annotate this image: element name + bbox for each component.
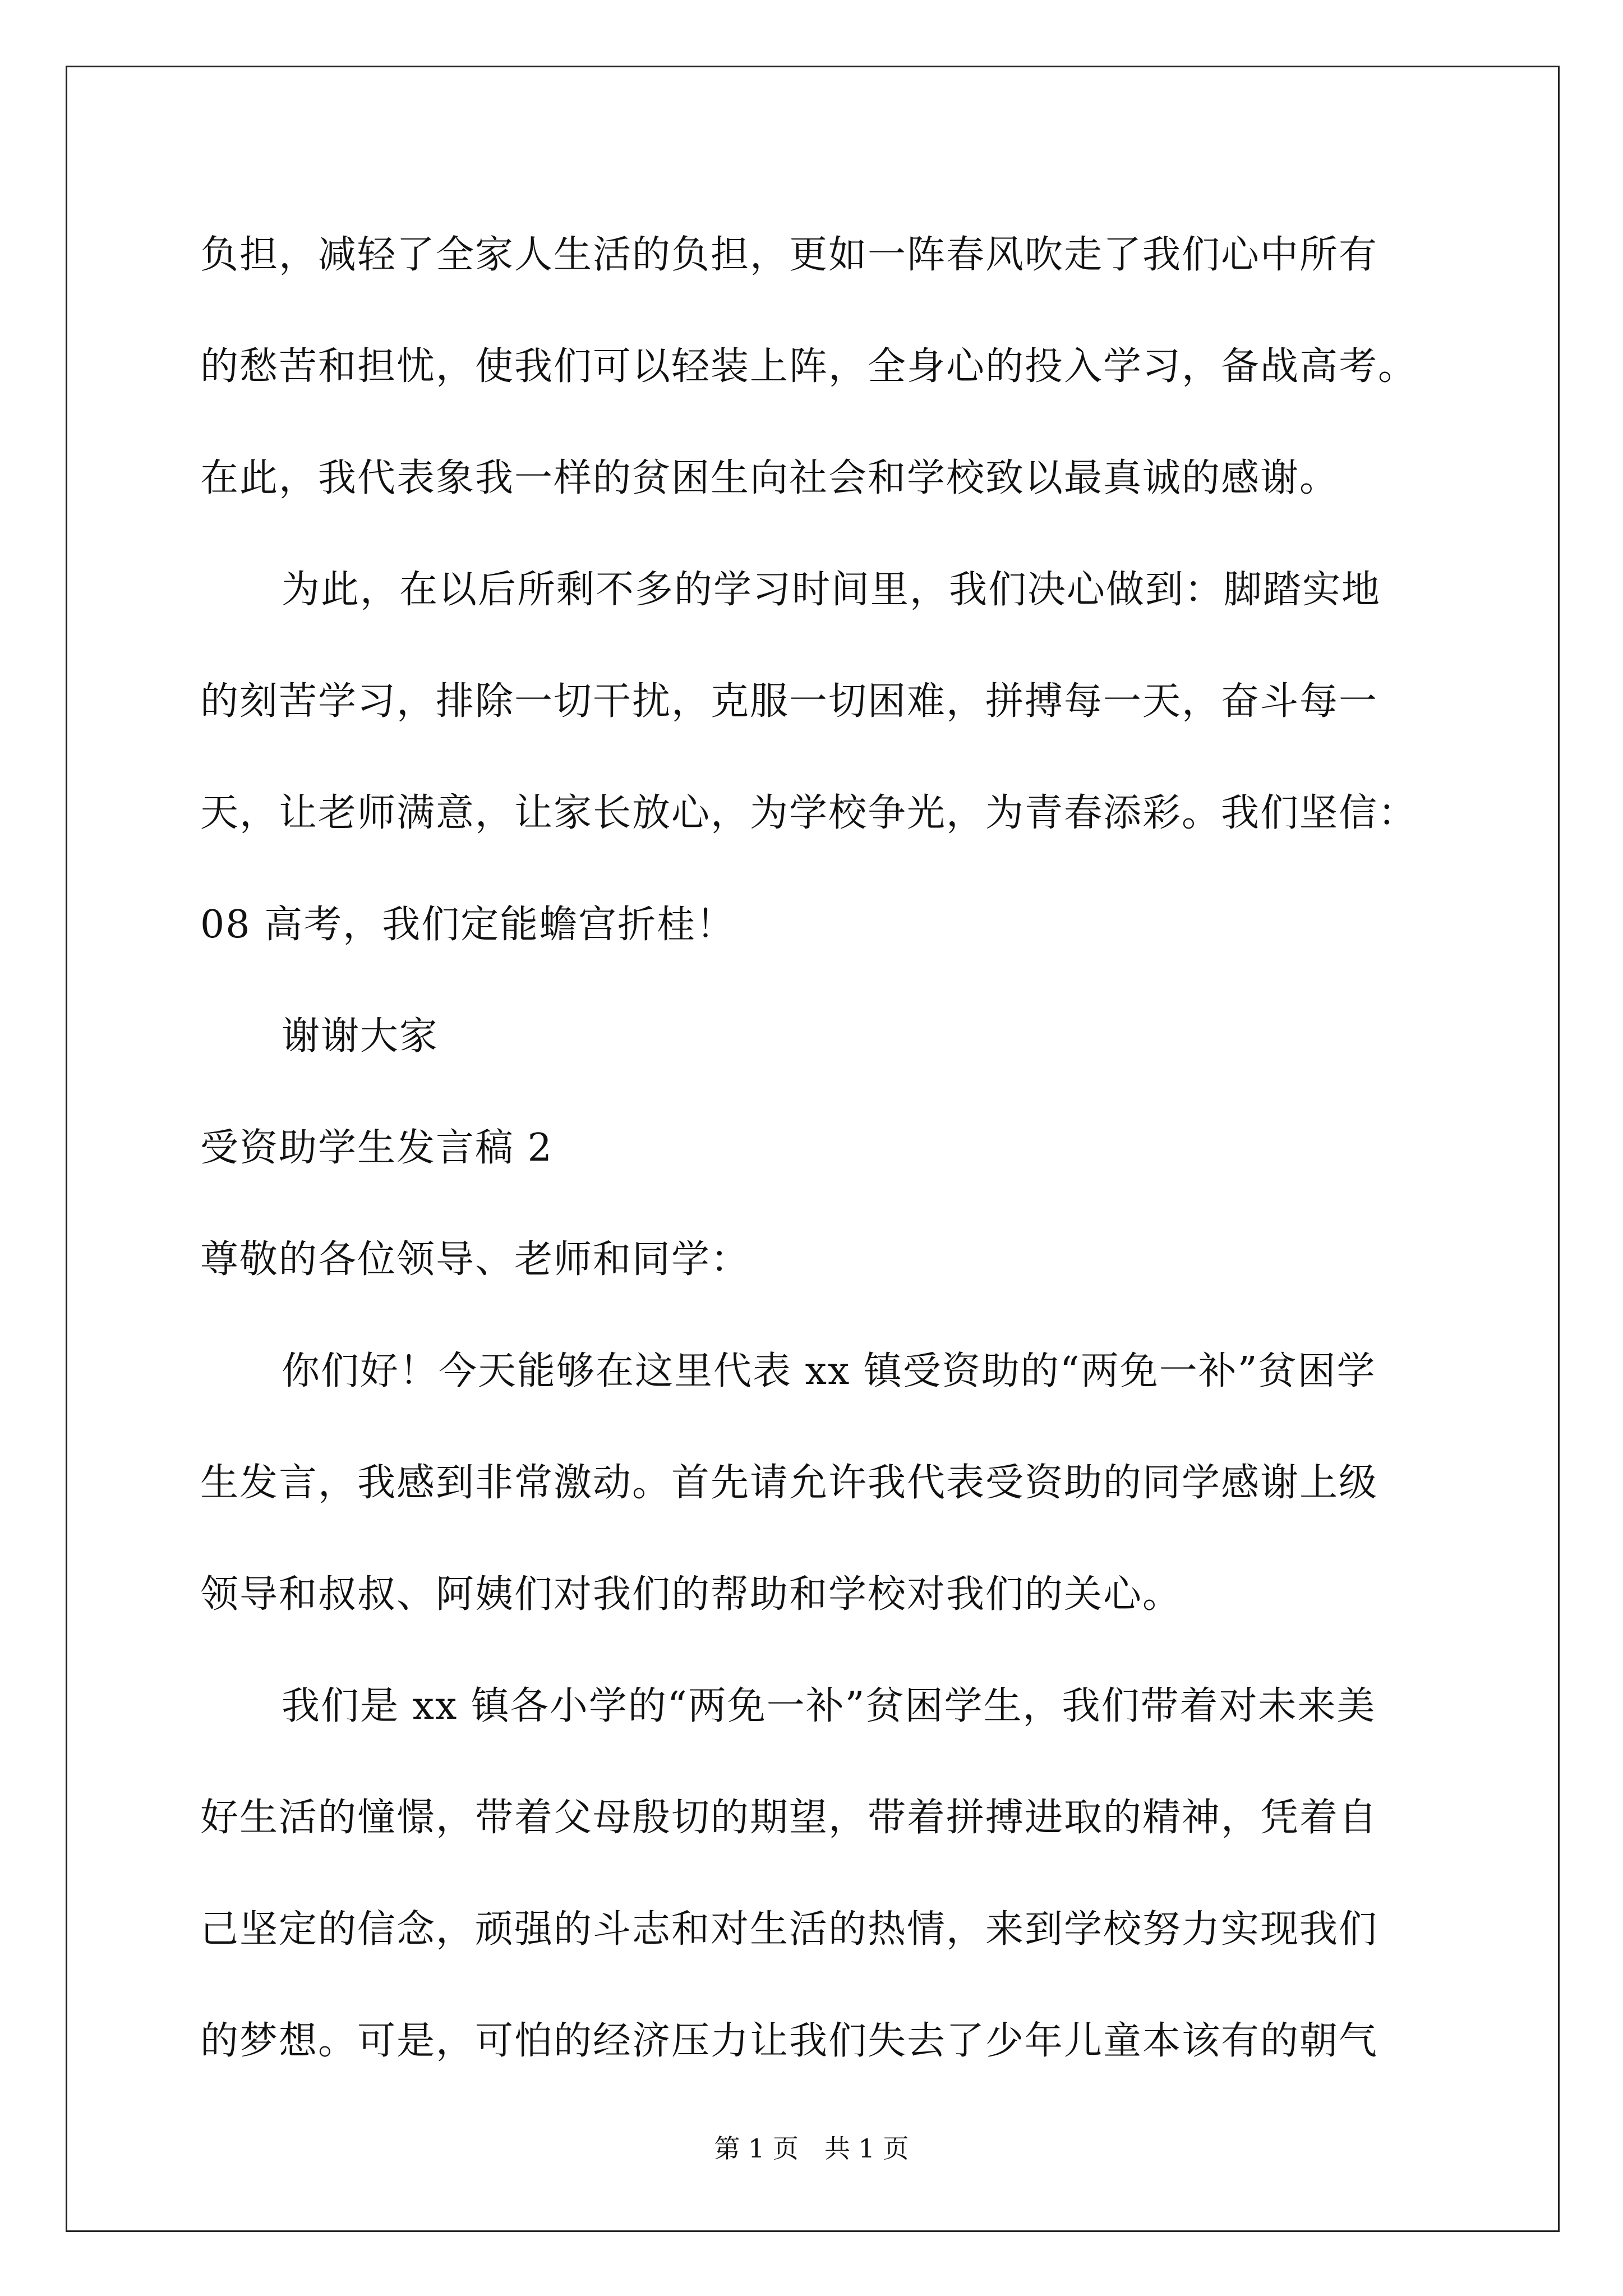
document-body — [200, 222, 1434, 2119]
text-line-12: 生发言，我感到非常激动。首先请允许我代表受资助的同学感谢上级 — [200, 1461, 1378, 1505]
section-heading: 受资助学生发言稿 2 — [200, 1126, 553, 1170]
text-line-11: 你们好！今天能够在这里代表 xx 镇受资助的“两免一补”贫困学 — [282, 1349, 1376, 1393]
text-line-6: 天，让老师满意，让家长放心，为学校争光，为青春添彩。我们坚信： — [200, 791, 1418, 835]
text-line-13: 领导和叔叔、阿姨们对我们的帮助和学校对我们的关心。 — [200, 1572, 1182, 1617]
text-line-4: 为此，在以后所剩不多的学习时间里，我们决心做到：脚踏实地 — [282, 568, 1381, 612]
text-line-14: 我们是 xx 镇各小学的“两免一补”贫困学生，我们带着对未来美 — [282, 1684, 1376, 1728]
text-line-15: 好生活的憧憬，带着父母殷切的期望，带着拼搏进取的精神，凭着自 — [200, 1796, 1378, 1840]
text-line-1: 负担，减轻了全家人生活的负担，更如一阵春风吹走了我们心中所有 — [200, 233, 1378, 277]
text-line-2: 的愁苦和担忧，使我们可以轻装上阵，全身心的投入学习，备战高考。 — [200, 344, 1418, 389]
text-line-17: 的梦想。可是，可怕的经济压力让我们失去了少年儿童本该有的朝气 — [200, 2019, 1378, 2063]
text-line-3: 在此，我代表象我一样的贫困生向社会和学校致以最真诚的感谢。 — [200, 456, 1339, 500]
salutation: 尊敬的各位领导、老师和同学： — [200, 1237, 750, 1282]
page-footer: 第 1 页 共 1 页 — [714, 2133, 909, 2164]
text-line-8: 谢谢大家 — [282, 1014, 439, 1059]
text-line-16: 己坚定的信念，顽强的斗志和对生活的热情，来到学校努力实现我们 — [200, 1907, 1378, 1952]
text-line-7: 08 高考，我们定能蟾宫折桂！ — [200, 903, 736, 947]
text-line-5: 的刻苦学习，排除一切干扰，克服一切困难，拼搏每一天，奋斗每一 — [200, 679, 1378, 724]
